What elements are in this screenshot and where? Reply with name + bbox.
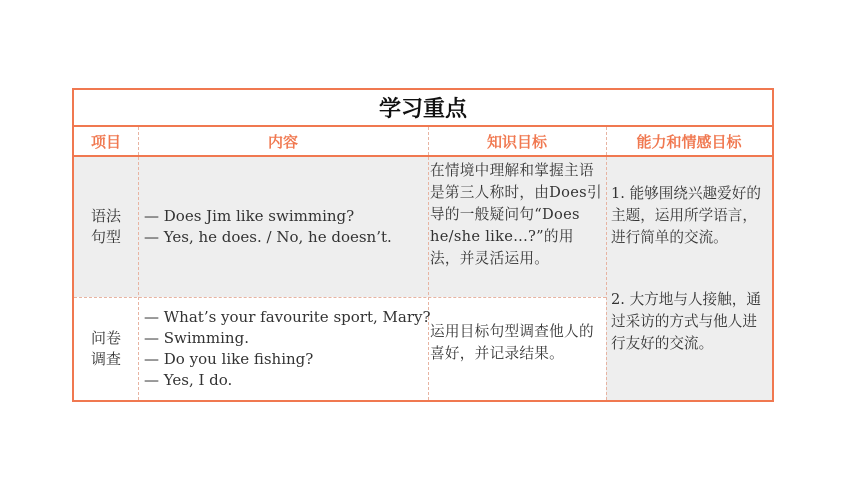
row2-knowledge: 运用目标句型调查他人的喜好，并记录结果。: [430, 323, 594, 362]
row1-category: [74, 157, 138, 297]
row1-content-line1: — Does Jim like swimming?: [144, 207, 355, 225]
row2-content-line3: — Do you like fishing?: [144, 350, 314, 368]
row2-category-line2: 调查: [90, 350, 121, 368]
header-content: 内容: [267, 132, 298, 151]
key-points-table: [72, 88, 774, 402]
ability-goal-2: 2. 大方地与人接触，通过采访的方式与他人进行友好的交流。: [611, 291, 761, 352]
header-ability-goal: 能力和情感目标: [636, 132, 742, 151]
header-knowledge-goal: 知识目标: [486, 132, 547, 151]
column-divider: [138, 127, 139, 400]
row2-content: [144, 298, 431, 400]
row1-knowledge: 在情境中理解和掌握主语是第三人称时，由Does引导的一般疑问句“Does he/she like...?”的用法，并灵活运用。: [430, 162, 602, 267]
column-divider: [428, 127, 429, 400]
ability-goal-1: 1. 能够围绕兴趣爱好的主题，运用所学语言，进行简单的交流。: [611, 185, 761, 246]
row1-content: [144, 157, 426, 297]
column-divider: [606, 127, 607, 400]
table-title: 学习重点: [74, 90, 772, 127]
row2-content-line2: — Swimming.: [144, 329, 249, 347]
row1-category-line2: 句型: [90, 228, 121, 246]
row2-category-line1: 问卷: [90, 329, 121, 347]
row1-content-line2: — Yes, he does. / No, he doesn’t.: [144, 228, 392, 246]
header-item: 项目: [90, 132, 121, 151]
row1-category-line1: 语法: [90, 207, 121, 225]
row2-content-line4: — Yes, I do.: [144, 371, 233, 389]
row2-content-line1: — What’s your favourite sport, Mary?: [144, 308, 431, 326]
row2-category: [74, 298, 138, 400]
